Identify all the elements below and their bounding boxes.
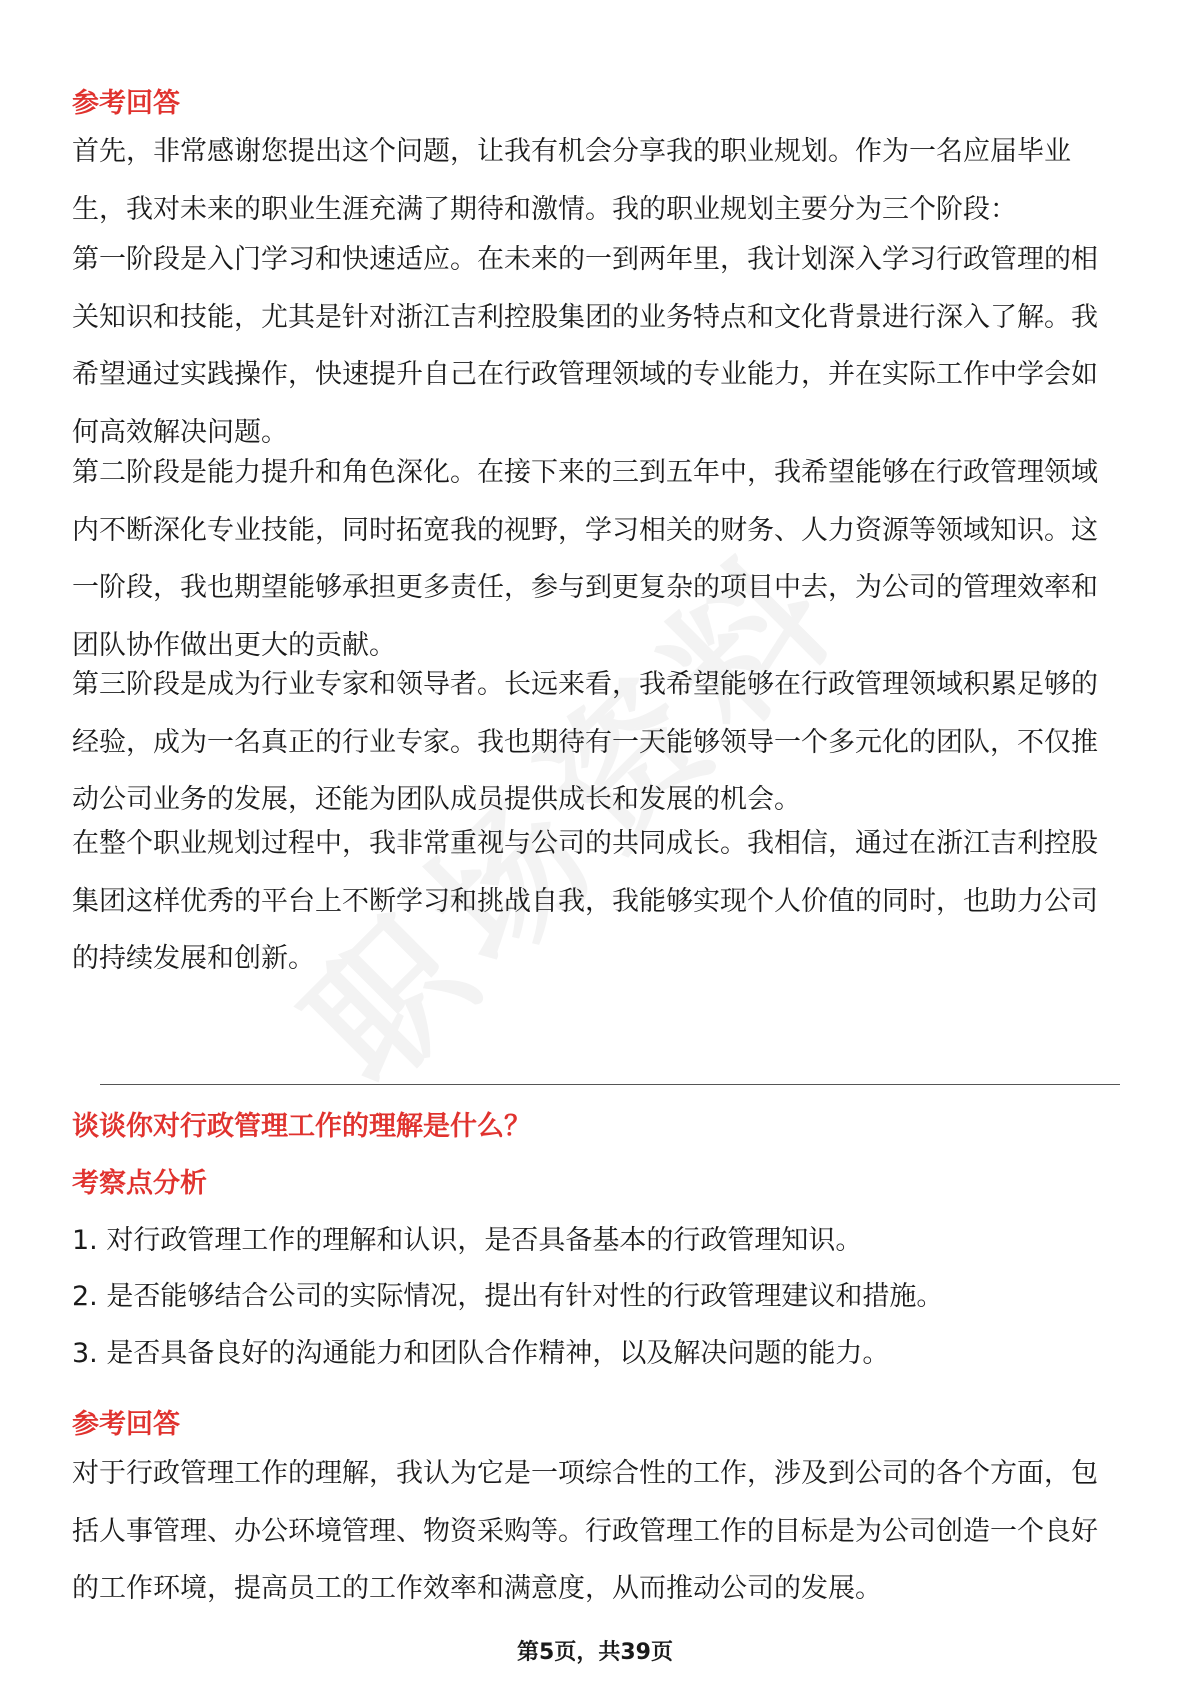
answer-paragraph: 对于行政管理工作的理解，我认为它是一项综合性的工作，涉及到公司的各个方面，包括人事管理、办公环境管理、物资采购等。行政管理工作的目标是为公司创造一个良好的工作环境，提高员工的工作效率和满意度，从而推动公司的发展。	[72, 1458, 1098, 1604]
answer-paragraph: 在整个职业规划过程中，我非常重视与公司的共同成长。我相信，通过在浙江吉利控股集团这样优秀的平台上不断学习和挑战自我，我能够实现个人价值的同时，也助力公司的持续发展和创新。	[72, 828, 1098, 974]
question-title: 谈谈你对行政管理工作的理解是什么？	[72, 1111, 531, 1142]
analysis-item: 3. 是否具备良好的沟通能力和团队合作精神，以及解决问题的能力。	[72, 1338, 890, 1369]
answer-paragraph: 首先，非常感谢您提出这个问题，让我有机会分享我的职业规划。作为一名应届毕业生，我对未来的职业生涯充满了期待和激情。我的职业规划主要分为三个阶段：	[72, 136, 1071, 225]
analysis-heading: 考察点分析	[72, 1168, 207, 1199]
answer-paragraph: 第二阶段是能力提升和角色深化。在接下来的三到五年中，我希望能够在行政管理领域内不断深化专业技能，同时拓宽我的视野，学习相关的财务、人力资源等领域知识。这一阶段，我也期望能够承担更多责任，参与到更复杂的项目中去，为公司的管理效率和团队协作做出更大的贡献。	[72, 457, 1098, 661]
answer-paragraph: 第三阶段是成为行业专家和领导者。长远来看，我希望能够在行政管理领域积累足够的经验，成为一名真正的行业专家。我也期待有一天能够领导一个多元化的团队，不仅推动公司业务的发展，还能为团队成员提供成长和发展的机会。	[72, 669, 1098, 815]
section-divider	[100, 1084, 1120, 1085]
answer-heading: 参考回答	[72, 88, 180, 119]
page-number: 第5页，共39页	[517, 1640, 673, 1665]
analysis-item: 1. 对行政管理工作的理解和认识，是否具备基本的行政管理知识。	[72, 1225, 863, 1256]
answer-heading: 参考回答	[72, 1409, 180, 1440]
analysis-item: 2. 是否能够结合公司的实际情况，提出有针对性的行政管理建议和措施。	[72, 1281, 944, 1312]
answer-paragraph: 第一阶段是入门学习和快速适应。在未来的一到两年里，我计划深入学习行政管理的相关知识和技能，尤其是针对浙江吉利控股集团的业务特点和文化背景进行深入了解。我希望通过实践操作，快速提升自己在行政管理领域的专业能力，并在实际工作中学会如何高效解决问题。	[72, 244, 1098, 448]
